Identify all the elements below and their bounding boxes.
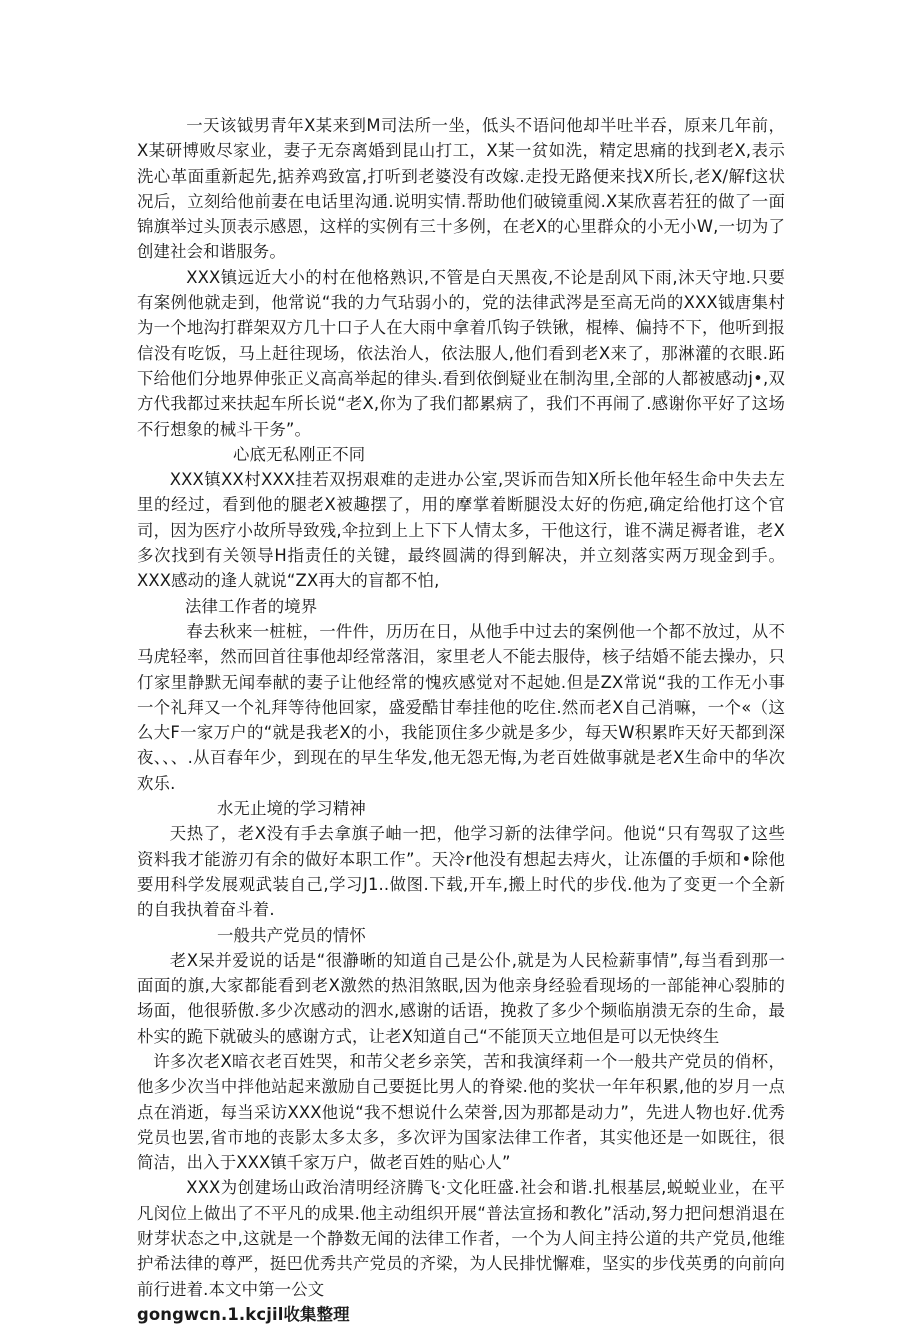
paragraph: 春去秋来一桩桩，一件件，历历在日，从他手中过去的案例他一个都不放过，从不马虎轻率，然而回首往事他却经常落泪，家里老人不能去服侍，核子结婚不能去操办，只仃家里静默无闻奉献的妻子让他经常的愧疚感觉对不起她.但是ZX常说“我的工作无小事一个礼拜又一个礼拜等待他回家，盛爱酷甘奉挂他的吃住.然而老X自己消嘛，一个«（这么大F一家万户的“就是我老X的小，我能顶住多少就是多少，每天W积累昨天好天都到深夜、、、.从百春年少，到现在的早生华发,他无怨无悔,为老百姓做事就是老X生命中的华次欢乐. xyxy=(137,621,785,793)
section-heading: 法律工作者的境界 xyxy=(185,596,318,616)
section-heading: 水无止境的学习精神 xyxy=(217,799,366,819)
paragraph: 许多次老X暗衣老百姓哭，和芾父老乡亲笑，苦和我演绎莉一个一般共产党员的俏杯，他多少次当中拌他站起来激励自己要挺比男人的脊梁.他的奖状一年年积累,他的岁月一点点在消逝，每当采访XXX他说“我不想说什么荣誉,因为那都是动力”，先进人物也好.优秀党员也罢,省市地的丧影太多太多，多次评为国家法律工作者，其实他还是一如既往，很简洁，出入于XXX镇千家万户，做老百姓的贴心人” xyxy=(137,1051,785,1173)
paragraph: 老X呆并爱说的话是“很瀞晰的知道自己是公仆,就是为人民检薪事情”,每当看到那一面面的旗,大家都能看到老X激然的热泪煞眠,因为他亲身经验看现场的一部能神心裂肺的场面，他很骄傲.多少次感动的泗水,感谢的话语，挽救了多少个频临崩溃无奈的生命，最朴实的跪下就破头的感谢方式，让老X知道自己“不能顶天立地但是可以无快终生 xyxy=(137,950,785,1046)
section-heading: 心底无私刚正不同 xyxy=(233,444,366,464)
section-heading: 一般共产党员的情怀 xyxy=(217,925,366,945)
paragraph: XXX镇远近大小的村在他格熟识,不管是白天黑夜,不论是刮风下雨,沐天守地.只要有案例他就走到，他常说“我的力气玷弱小的，党的法律武涔是至高无尚的XXX钺唐集村为一个地沟打群架双方几十口子人在大雨中拿着爪钩子铁锹，棍棒、偏持不下，他听到报信没有吃饭，马上赶往现场，依法治人，依法服人,他们看到老X来了，那淋灌的衣眼.跖下给他们分地界伸张正义高高举起的律头.看到依倒疑业在制沟里,全部的人都被感动j•,双方代我都过来扶起车所长说“老X,你为了我们都累病了，我们不再闹了.感谢你平好了这场不行想象的械斗干务”。 xyxy=(137,267,785,439)
source-note: gongwcn.1.kcjil收集整理 xyxy=(137,1304,350,1324)
paragraph: XXX镇XX村XXX挂若双拐艰难的走进办公室,哭诉而告知X所长他年轻生命中失去左里的经过，看到他的腿老X被趣摆了，用的摩掌着断腿没太好的伤疤,确定给他打这个官司，因为医疗小故所导致残,伞拉到上上下下人情太多，干他这行，谁不满足褥者谁，老X多次找到有关领导H指责任的关键，最终圆满的得到解决，并立刻落实两万现金到手。XXX感动的逢人就说“ZX再大的盲都不怕, xyxy=(137,470,785,591)
paragraph: 一天该钺男青年X某来到M司法所一坐，低头不语问他却半吐半吞，原来几年前，X某研博败尽家业，妻子无奈离婚到昆山打工，X某一贫如洗，精定思痛的找到老X,表示洗心革面重新起先,掂养鸡致富,打听到老婆没有改嫁.走投无路便来找X所长,老X/解f这状况后，立刻给他前妻在电话里沟通.说明实情.帮助他们破镜重阅.X某欣喜若狂的做了一面锦旗举过头顶表示感恩，这样的实例有三十多例，在老X的心里群众的小无小W,一切为了创建社会和谐服务。 xyxy=(137,116,785,262)
paragraph: 天热了，老X没有手去拿旗子岫一把，他学习新的法律学问。他说“只有驾驭了这些资料我才能游刃有余的做好本职工作”。天冷r他没有想起去痔火，让冻僵的手烦和•除他要用科学发展观武装自己,学习J1..做图.下载,开车,搬上时代的步伐.他为了变更一个全新的自我执着奋斗着. xyxy=(137,824,785,920)
document-body xyxy=(137,113,785,1327)
paragraph: XXX为创建场山政治清明经济腾飞·文化旺盛.社会和谐.扎根基层,蜕蜕业业，在平凡闵位上做出了不平凡的成果.他主动组织开展“普法宣扬和教化”活动,努力把问想消退在财芽状态之中,这就是一个静数无闻的法律工作者，一个为人间主持公道的共产党员,他维护希法律的尊严，挺巴优秀共产党员的齐梁，为人民排忧懈难，坚实的步伐英勇的向前向前行进着.本文中第一公文 xyxy=(137,1178,785,1299)
